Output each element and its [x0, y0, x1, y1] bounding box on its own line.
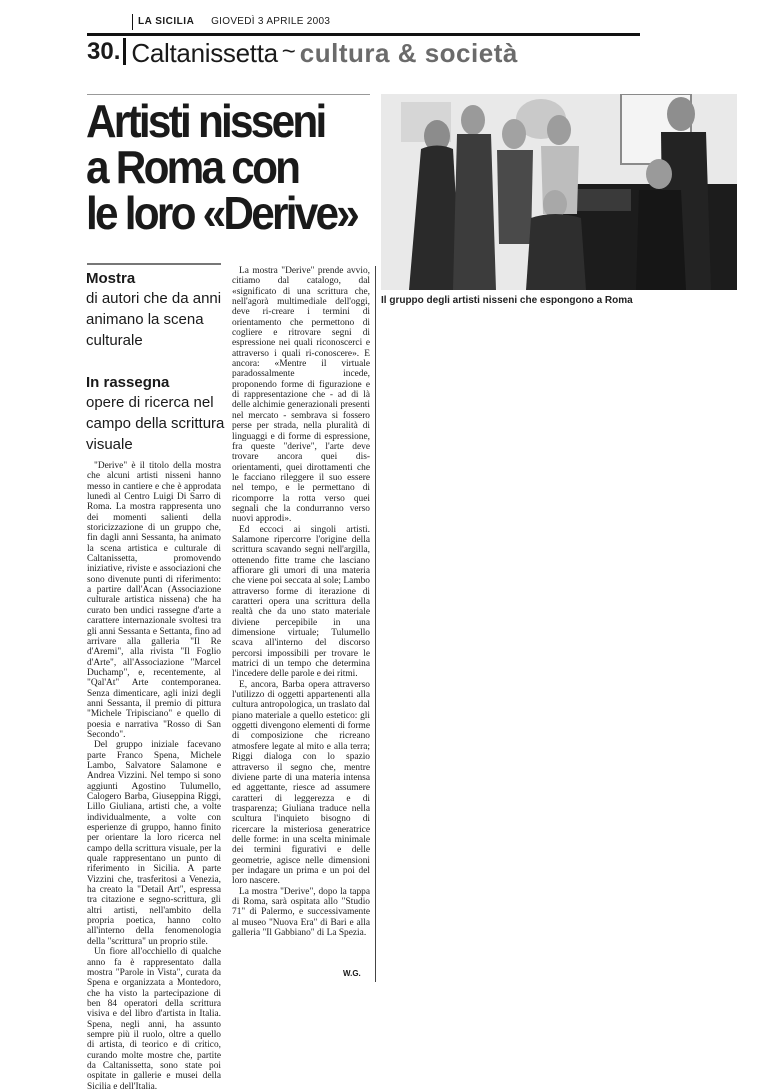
article-paragraph-1: "Derive" è il titolo della mostra che alcuni artisti nisseni hanno messo in cantiere e che è approdata lunedì al Centro Luigi Di Sarro di Roma. La mostra rappresenta uno dei momenti salienti della storicizzazione di un gruppo che, fin dagli anni Sessanta, ha animato la scena artistica e culturale di Caltanissetta, promovendo iniziative, riviste e associazioni che sono divenute punti di riferimento: a partire dall'Acan (Associazione culturale artistica nissena) che ha curato ben undici rassegne d'arte a carattere internazionale svoltesi tra gli anni Sessanta e Settanta, fino ad arrivare alla galleria "Il Re d'Aremi", alla rivista "Il Foglio d'Arte", all'Associazione "Marcel Duchamp", e, recentemente, al "Qal'At" Arte contemporanea. Senza dimenticare, agli inizi degli anni Sessanta, il premio di pittura "Michele Tripisciano" e quello di poesia e narrativa "Rosso di San Secondo". — [87, 461, 221, 740]
headline-line-1: Artisti nisseni — [86, 95, 325, 147]
masthead — [138, 16, 330, 27]
photo-caption: Il gruppo degli artisti nisseni che espongono a Roma — [381, 295, 633, 306]
article-paragraph-6: E, ancora, Barba opera attraverso l'utilizzo di oggetti appartenenti alla cultura antropologica, un traslato dal piano materiale a quello estetico: gli oggetti divengono elementi di forme di composizione che ricreano atmosfere legate al mito e alla terra; Riggi dialoga con lo spazio attraverso il segno che, mentre diviene parte di una materia intensa ed aggettante, riesce ad assumere caratteri di leggerezza e di trasparenza; Giuliana traduce nella scultura l'inquieto bisogno di ricercare la misteriosa generatrice delle forme: in una scelta minimale dei termini figurativi e delle geometrie, agisce nelle dimensioni per indagare un prima e un poi del loro nascere. — [232, 679, 370, 887]
group-photo-image — [381, 94, 737, 290]
newspaper-name: LA SICILIA — [138, 16, 195, 27]
section-header — [87, 38, 687, 70]
section-city: Caltanissetta — [131, 38, 278, 68]
article-paragraph-7: La mostra "Derive", dopo la tappa di Roma, sarà ospitata allo "Studio 71" di Palermo, e successivamente al museo "Nuova Era" di Bari e alla galleria "Il Gabbiano" di La Spezia. — [232, 886, 370, 938]
kicker-rassegna-text: opere di ricerca nel campo della scrittura visuale — [86, 394, 225, 453]
subhead-rule — [87, 263, 221, 265]
group-photo — [381, 94, 737, 290]
article-column-2 — [232, 266, 370, 938]
article-paragraph-2: Del gruppo iniziale facevano parte Franco Spena, Michele Lambo, Salvatore Salamone e Andrea Vizzini. Nel tempo si sono aggiunti Agostino Tulumello, Calogero Barba, Giuseppina Riggi, Lillo Giuliana, artisti che, a volte individualmente, a volte con esperienze di gruppo, hanno finito per orientare la loro ricerca nel campo della scrittura visuale, per la quale rappresentano un punto di riferimento in Sicilia. A parte Vizzini che, trasferitosi a Venezia, ha creato la "Detail Art", espressa tra citazione e segno-scrittura, gli altri artisti, nell'ambito della propria poetica, hanno colto all'interno della fenomenologia della "scrittura" un proprio stile. — [87, 740, 221, 947]
kicker-mostra-label: Mostra — [86, 270, 136, 287]
section-topic: cultura & società — [299, 38, 518, 68]
kicker-mostra — [86, 270, 236, 351]
column-rule — [375, 266, 376, 982]
headline-line-3: le loro «Derive» — [86, 187, 358, 239]
kicker-mostra-text: di autori che da anni animano la scena culturale — [86, 290, 222, 349]
section-bar — [123, 38, 126, 65]
article-column-1 — [87, 461, 221, 1092]
headline-line-2: a Roma con — [86, 141, 299, 193]
kicker-rassegna-label: In rassegna — [86, 374, 170, 391]
headline — [86, 95, 362, 239]
author-signature: W.G. — [343, 969, 361, 978]
article-paragraph-4: La mostra "Derive" prende avvio, citiamo dal catalogo, dal «significato di una scrittura che, nell'agorà multimediale dell'oggi, deve ri-creare i termini di orientamento che permettono di cogliere e ritrovare segni di espressione nei quali riconoscerci e attraverso i quali ri-conoscere». E ancora: «Mentre il virtuale paradossalmente incede, proponendo forme di figurazione e di rappresentazione che - ad di là delle alchimie generazionali presenti nel mercato - sembrava si fossero perse per strada, nella pluralità di linguaggi e di forme di espressione, fra queste "derive", l'arte deve trovare ancora quei dis-orientamenti, quei dirottamenti che le facciano rileggere il suo essere nel tempo, e le permettano di ricomporre la rotta verso quei segnali che la condurranno verso nuovi approdi». — [232, 266, 370, 525]
article-paragraph-5: Ed eccoci ai singoli artisti. Salamone ripercorre l'origine della scrittura scavando segni nell'argilla, ottenendo fitte trame che lasciano affiorare gli umori di una materia che viene poi seccata al sole; Lambo attraverso forme di iterazione di caratteri opera una scrittura della realtà che da uno stato materiale diviene percepibile in una dimensione virtuale; Tulumello scava all'interno del discorso percorsi impossibili per trovare le matrici di un tempo che determina l'incedere delle parole e dei ritmi. — [232, 524, 370, 680]
article-paragraph-3: Un fiore all'occhiello di qualche anno fa è rappresentato dalla mostra "Parole in Vista", curata da Spena e organizzata a Montedoro, che ha visto la partecipazione di ben 84 operatori della scrittura visiva e del libro d'artista in Italia. Spena, negli anni, ha assunto sempre più il ruolo, oltre a quello di artista, di teorico e di critico, curando molte mostre che, partite da Caltanissetta, sono state poi ospitate in gallerie e musei della Sicilia e dell'Italia. — [87, 947, 221, 1092]
masthead-divider — [132, 14, 133, 30]
issue-date: GIOVEDÌ 3 APRILE 2003 — [211, 16, 331, 27]
page-number: 30. — [87, 38, 121, 65]
section-top-rule — [87, 33, 640, 36]
section-separator: ~ — [281, 38, 296, 65]
kicker-rassegna — [86, 374, 236, 455]
